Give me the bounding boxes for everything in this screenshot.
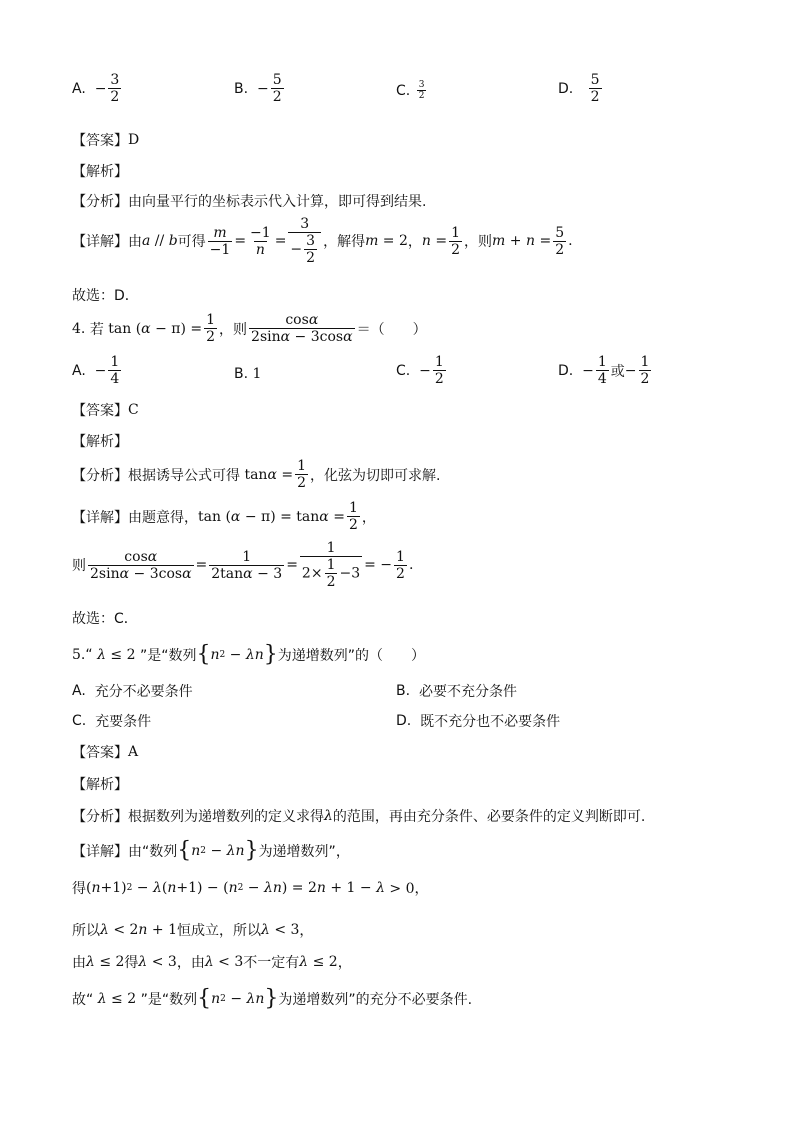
- jiexi-tag: 【解析】: [72, 777, 128, 793]
- math: λ: [376, 880, 385, 896]
- q4-fenxi: 【分析】 根据诱导公式可得 tan α = $\frac{1}{2}$ ，化弦为切即可求解.: [72, 458, 441, 492]
- text: ”是“数列: [139, 647, 197, 664]
- fraction: [108, 72, 121, 105]
- math: α: [141, 320, 151, 337]
- text: ，: [337, 955, 352, 971]
- numerator: −1: [250, 224, 271, 241]
- fraction: [249, 312, 355, 345]
- option-label: D.: [558, 362, 574, 379]
- text: ，解得: [323, 234, 366, 251]
- q4-stem: 4. 若 tan ( α − π) = $\frac{1}{2}$ ， 则 $\frac{\cos\alpha}{2\sin\alpha - 3\cos\alpha}$ ＝（ ）: [72, 312, 427, 346]
- math: α: [308, 312, 319, 328]
- text: “: [85, 646, 93, 663]
- q5-xiangjie-1: 【详解】 由“数列 { n 2 − λn } 为递增数列”，: [72, 838, 350, 863]
- q5-option-a: [72, 681, 193, 701]
- numerator: 1: [110, 354, 120, 370]
- text: 则: [233, 321, 248, 338]
- q5-xiangjie-4: 由 λ ≤ 2 得 λ < 3 ，由 λ < 3 不一定有 λ ≤ 2 ，: [72, 954, 352, 971]
- math: α: [343, 329, 353, 346]
- math: λ: [152, 880, 162, 896]
- numerator: 3: [418, 80, 425, 90]
- q4-xiangjie-2: 则 $\frac{\cos\alpha}{2\sin\alpha - 3\cos\alpha}$ = $\frac{1}{2\tan\alpha - 3}$ = 1 2× $\frac{1}{2}$ −3 = − $\frac{1}{2}$ .: [72, 540, 414, 591]
- q3-option-d: [558, 72, 604, 105]
- answer-value: C: [128, 402, 139, 418]
- fraction: [88, 549, 194, 582]
- option-label: A.: [72, 80, 86, 97]
- text: 恒成立，所以: [177, 923, 261, 939]
- math: λ: [261, 922, 270, 938]
- text: ，由: [176, 955, 205, 971]
- brace: }: [244, 838, 259, 863]
- denominator: 2: [418, 91, 425, 102]
- math: α: [182, 565, 192, 582]
- text: 不一定有: [243, 955, 300, 971]
- denominator: 2: [110, 89, 120, 106]
- fraction: [300, 540, 362, 590]
- fraction: [204, 312, 217, 345]
- option-label: B.: [234, 80, 249, 97]
- q5-jiexi: [72, 774, 128, 794]
- denominator: 2: [451, 241, 461, 258]
- q4-option-a: A. − $\frac{1}{4}$: [72, 354, 120, 388]
- option-label: B.: [396, 683, 411, 699]
- q5-answer: [72, 742, 138, 762]
- text: 根据诱导公式可得: [128, 467, 240, 484]
- fraction: [449, 225, 462, 258]
- fraction: [394, 549, 407, 582]
- text: 为递增数列”，: [258, 843, 350, 860]
- fraction: [325, 557, 338, 590]
- fraction: [596, 354, 609, 387]
- denominator: 2tanα − 3: [211, 565, 283, 582]
- math: n: [191, 842, 201, 859]
- numerator: 3: [306, 233, 316, 250]
- fraction: [248, 225, 273, 258]
- text: 若: [89, 321, 104, 338]
- text: 故选：C．: [72, 611, 138, 627]
- text: 得: [124, 955, 139, 971]
- numerator: 3: [110, 72, 120, 88]
- math: α: [267, 466, 277, 483]
- text: 的范围，再由充分条件、必要条件的定义判断即可.: [332, 809, 646, 825]
- fraction: [589, 72, 602, 105]
- option-text: 充要条件: [95, 714, 152, 730]
- fenxi-tag: 【分析】: [72, 467, 128, 484]
- math: n: [91, 880, 101, 896]
- math: λn: [245, 646, 264, 663]
- numerator: cosα: [285, 312, 319, 328]
- text: 为递增数列”的（ ）: [277, 647, 426, 664]
- option-text: 1: [252, 366, 262, 382]
- denominator: 4: [597, 371, 607, 388]
- sign: −: [94, 80, 107, 97]
- option-label: D.: [558, 80, 574, 97]
- option-label: C.: [396, 82, 411, 99]
- brace: {: [196, 642, 211, 667]
- text: 由题意得，: [128, 509, 198, 526]
- q5-xiangjie-3: 所以 λ < 2 n + 1 恒成立，所以 λ < 3 ，: [72, 922, 314, 939]
- brace: }: [263, 642, 278, 667]
- answer-tag: 【答案】: [72, 133, 128, 149]
- xiangjie-tag: 【详解】: [72, 234, 128, 251]
- math: λ: [138, 954, 148, 970]
- numerator: 1: [326, 557, 336, 574]
- option-label: A.: [72, 362, 86, 379]
- denominator: 2: [590, 89, 600, 106]
- q5-xiangjie-2: 得 ( n +1) 2 − λ ( n +1) − ( n 2 − λn ) = 2 n + 1 − λ > 0，: [72, 880, 429, 897]
- fraction: [417, 80, 427, 102]
- text: 则: [72, 558, 86, 575]
- answer-value: A: [128, 744, 139, 760]
- math: λ: [97, 646, 106, 663]
- q3-option-a: [72, 72, 123, 105]
- math: n: [210, 646, 220, 663]
- jiexi-tag: 【解析】: [72, 434, 128, 450]
- denominator: −1: [209, 241, 231, 258]
- text: 或: [610, 363, 625, 380]
- text: ”是“数列: [140, 991, 198, 1008]
- q4-option-c: C. − $\frac{1}{2}$: [396, 354, 444, 388]
- numerator: 1: [206, 312, 216, 328]
- question-number: 4.: [72, 320, 86, 337]
- fraction: [639, 354, 652, 387]
- math: n: [211, 990, 221, 1007]
- numerator: 5: [590, 72, 600, 88]
- option-label: A.: [72, 683, 86, 699]
- numerator: cosα: [124, 548, 158, 565]
- fraction: [553, 225, 566, 258]
- text: ＝（ ）: [356, 321, 427, 338]
- math: λn: [263, 880, 282, 896]
- math: λn: [226, 842, 245, 859]
- fenxi-tag: 【分析】: [72, 194, 128, 210]
- brace: }: [264, 986, 279, 1011]
- numerator: 1: [396, 548, 405, 565]
- denominator: 2: [396, 565, 405, 582]
- fenxi-tag: 【分析】: [72, 809, 128, 825]
- q3-xiangjie: 【详解】 由 a // b 可得 $\frac{m}{-1}$ = $\frac{-1}{n}$ = 3 − $\frac{3}{2}$ ，解得 m = 2 ， n = $\frac{1}{2}$ ，则 m + n = $\frac{5}{2}$ .: [72, 216, 573, 267]
- math: α: [280, 329, 291, 346]
- math: m: [492, 233, 506, 250]
- q5-xiangjie-5: 故“ λ ≤ 2 ”是“数列 { n 2 − λn } 为递增数列”的充分不必要条件.: [72, 986, 473, 1011]
- text: ，则: [464, 234, 493, 251]
- fraction: [304, 233, 317, 266]
- math: m: [365, 233, 379, 250]
- text: ，: [299, 923, 314, 939]
- text: 所以: [72, 923, 100, 939]
- math: α: [230, 508, 241, 525]
- q3-option-b: [234, 72, 286, 105]
- math: λ: [299, 954, 309, 970]
- text: 为递增数列”的充分不必要条件.: [278, 991, 473, 1008]
- fenxi-text: 由向量平行的坐标表示代入计算，即可得到结果.: [128, 194, 427, 210]
- denominator: 4: [110, 371, 120, 388]
- numerator: 1: [326, 540, 336, 556]
- vector-b: b: [168, 233, 178, 250]
- text: 由: [72, 955, 86, 971]
- math: λ: [86, 954, 95, 970]
- option-label: D.: [396, 713, 412, 729]
- answer-tag: 【答案】: [72, 745, 128, 761]
- q4-jiexi: [72, 431, 128, 451]
- q3-fenxi: [72, 191, 426, 211]
- text: ，: [407, 234, 422, 251]
- answer-tag: 【答案】: [72, 403, 128, 419]
- numerator: 1: [348, 500, 358, 516]
- math: n: [167, 880, 177, 896]
- numerator: 1: [297, 458, 307, 474]
- denominator: 2: [555, 241, 565, 258]
- math: α: [147, 548, 158, 565]
- math: α: [243, 565, 253, 582]
- text: 由“数列: [128, 843, 178, 860]
- option-label: B.: [234, 366, 249, 382]
- text: 故“: [72, 991, 94, 1008]
- text: 根据数列为递增数列的定义求得: [128, 809, 324, 825]
- q4-option-d: D. − $\frac{1}{4}$ 或 − $\frac{1}{2}$: [558, 354, 650, 388]
- fraction: [288, 216, 321, 266]
- fraction: [433, 354, 446, 387]
- q3-option-c: [396, 80, 428, 102]
- numerator: 1: [242, 548, 252, 565]
- text: 故选：D．: [72, 288, 139, 304]
- xiangjie-tag: 【详解】: [72, 509, 128, 526]
- q4-conclusion: [72, 608, 138, 628]
- xiangjie-tag: 【详解】: [72, 843, 128, 860]
- q4-xiangjie-1: 【详解】 由题意得， tan ( α − π) = tan α = $\frac{1}{2}$ ，: [72, 500, 376, 534]
- math: n: [525, 233, 535, 250]
- fraction: [208, 225, 233, 258]
- denominator: 2: [434, 371, 444, 388]
- math: λ: [97, 990, 107, 1007]
- option-label: C.: [72, 713, 87, 729]
- denominator: 2sinα − 3cosα: [90, 565, 192, 582]
- math: n: [138, 922, 148, 938]
- text: ，化弦为切即可求解.: [310, 467, 441, 484]
- option-text: 既不充分也不必要条件: [420, 714, 561, 730]
- q3-conclusion: [72, 285, 139, 305]
- denominator: 2: [306, 250, 316, 267]
- jiexi-tag: 【解析】: [72, 164, 128, 180]
- denominator: 2sinα − 3cosα: [251, 329, 353, 346]
- math: α: [319, 508, 329, 525]
- sign: −: [256, 80, 269, 97]
- math: n: [228, 880, 238, 896]
- vector-a: a: [142, 233, 151, 250]
- text: 由: [128, 234, 142, 251]
- option-text: 充分不必要条件: [94, 684, 193, 700]
- brace: {: [177, 838, 192, 863]
- q3-answer: [72, 130, 139, 150]
- denominator: 2: [272, 89, 282, 106]
- numerator: 1: [640, 354, 650, 370]
- denominator: 2: [348, 517, 358, 534]
- q5-option-c: [72, 711, 151, 731]
- math: λ: [204, 954, 214, 970]
- text: 得: [72, 881, 86, 897]
- option-text: 必要不充分条件: [418, 684, 517, 700]
- fraction: [295, 458, 308, 491]
- answer-value: D: [128, 132, 140, 148]
- option-label: C.: [396, 362, 411, 379]
- brace: {: [197, 986, 212, 1011]
- numerator: 1: [434, 354, 444, 370]
- denominator: 2: [206, 329, 216, 346]
- fraction: [347, 500, 360, 533]
- denominator: 2: [326, 574, 336, 591]
- numerator: 5: [555, 224, 565, 241]
- q5-option-b: [396, 681, 517, 701]
- q5-option-d: [396, 711, 560, 731]
- math: λ: [100, 922, 109, 938]
- fraction: [108, 354, 121, 387]
- math: n: [421, 233, 431, 250]
- math: λn: [246, 990, 265, 1007]
- denominator: − $\frac{3}{2}$: [288, 232, 321, 266]
- fraction: [271, 72, 284, 105]
- q3-jiexi: [72, 161, 128, 181]
- q5-fenxi: [72, 806, 645, 826]
- math: λ: [324, 808, 333, 824]
- question-number: 5.: [72, 646, 86, 663]
- numerator: 1: [451, 224, 461, 241]
- numerator: 1: [597, 354, 607, 370]
- numerator: 5: [272, 72, 282, 88]
- denominator: 2: [640, 371, 650, 388]
- denominator: n: [255, 241, 265, 258]
- denominator: 2: [297, 475, 307, 492]
- text: 可得: [177, 234, 206, 251]
- q4-answer: [72, 400, 139, 420]
- fraction: [209, 549, 284, 582]
- q4-option-b: [234, 366, 261, 382]
- denominator: 2× $\frac{1}{2}$ −3: [301, 557, 361, 591]
- q5-stem: 5. “ λ ≤ 2 ”是“数列 { n 2 − λn } 为递增数列”的（ ）: [72, 642, 426, 667]
- numerator: 3: [300, 216, 310, 232]
- math: n: [316, 880, 326, 896]
- math: α: [119, 565, 130, 582]
- numerator: m: [213, 224, 227, 241]
